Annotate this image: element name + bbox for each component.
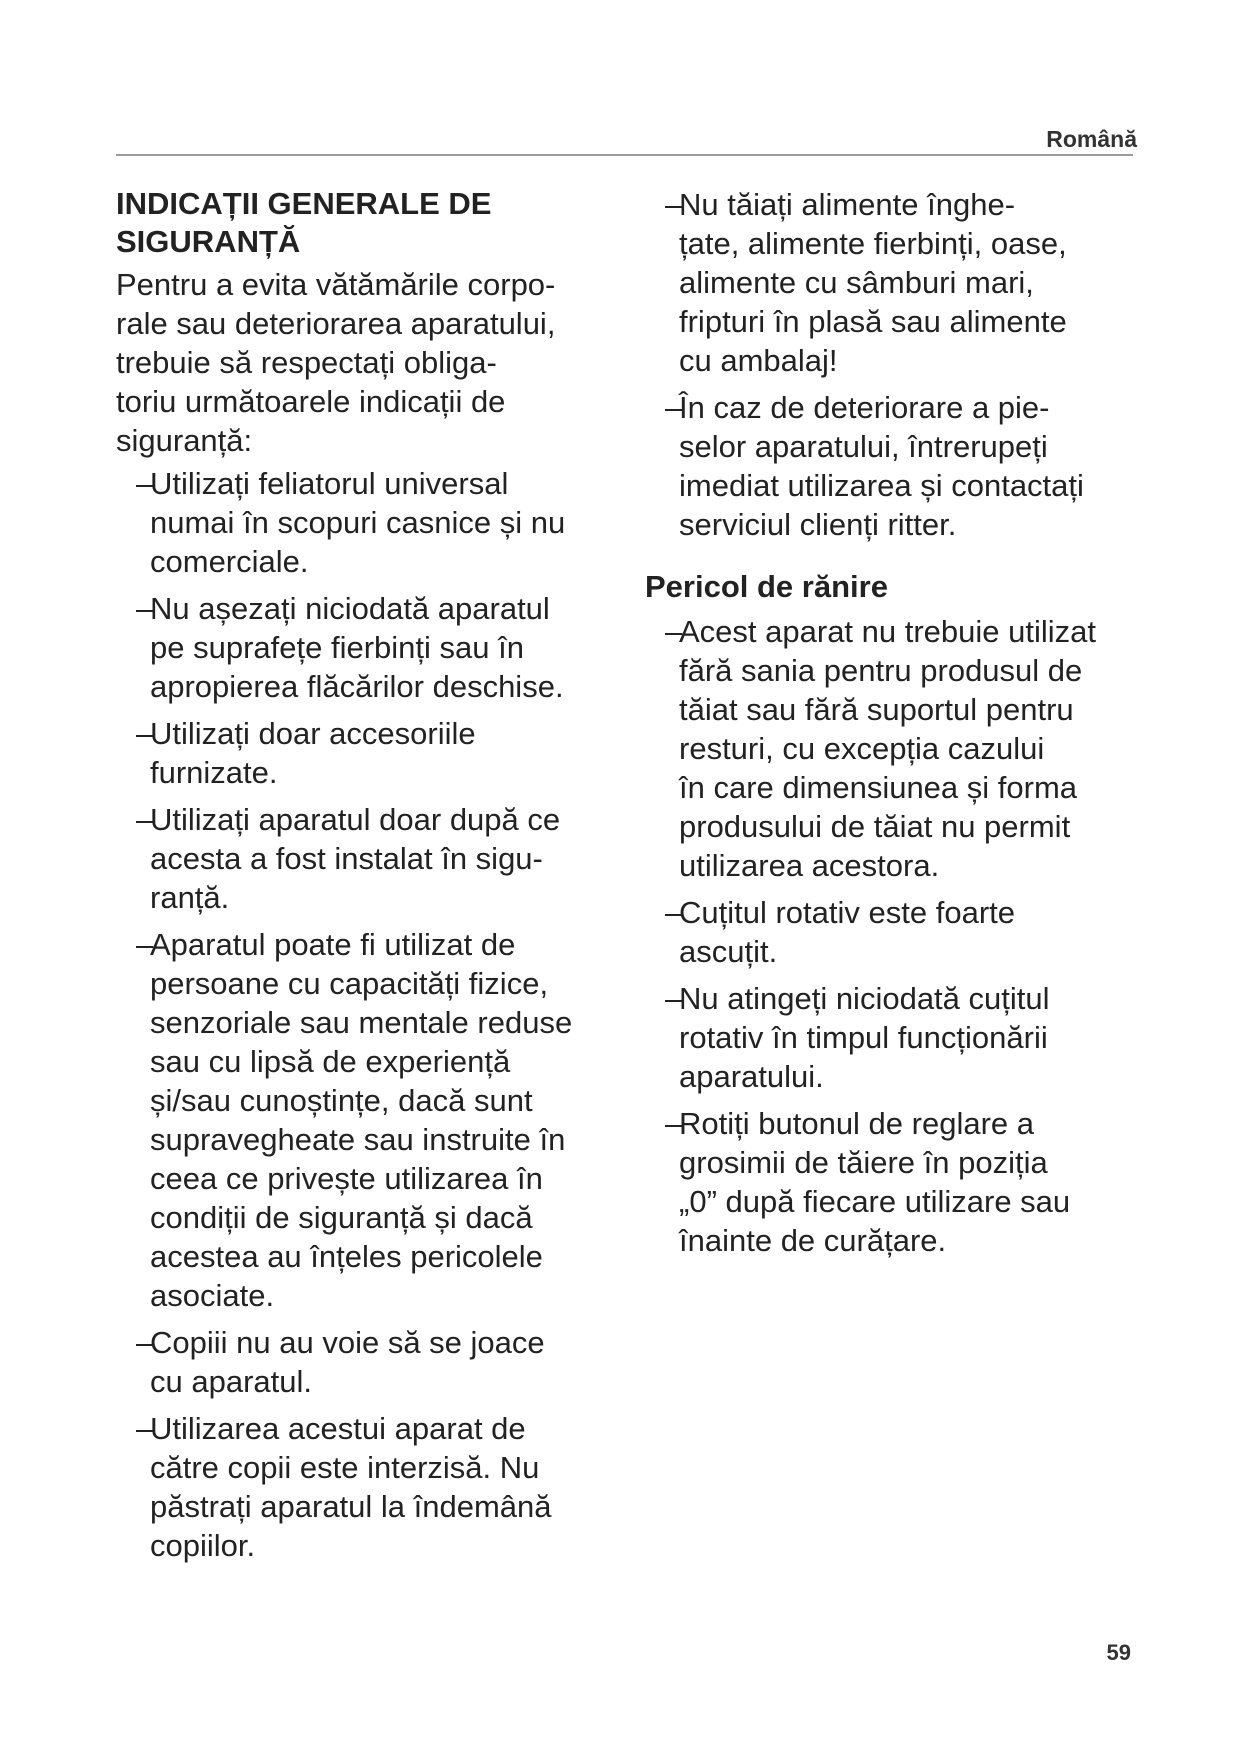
list-item: – Utilizați feliatorul universal numai în scopuri casnice și nu comerciale. [138,464,636,581]
safety-list-general [116,464,636,1565]
list-item: – Utilizați doar accesoriile furnizate. [138,714,636,792]
header-divider [116,154,1133,156]
list-item: – Nu tăiați alimente înghe- țate, alimente fierbinți, oase, alimente cu sâmburi mari, fripturi în plasă sau alimente cu ambalaj! [667,185,1165,380]
right-column [645,185,1165,1268]
safety-list-injury [645,612,1165,1260]
page-number: 59 [1106,1640,1131,1665]
list-item: – Nu așezați niciodată aparatul pe suprafețe fierbinți sau în apropierea flăcărilor deschise. [138,589,636,706]
list-item: – Copiii nu au voie să se joace cu aparatul. [138,1323,636,1401]
section-title: INDICAȚII GENERALE DE SIGURANȚĂ [116,186,492,259]
list-item: – În caz de deteriorare a pie- selor aparatului, întrerupeți imediat utilizarea și contactați serviciul clienți ritter. [667,388,1165,544]
safety-list-continued [645,185,1165,544]
intro-paragraph: Pentru a evita vătămările corpo- rale sau deteriorarea aparatului, trebuie să respectați obliga- toriu următoarele indicații de siguranță: [116,267,556,458]
language-label: Română [1046,126,1137,152]
list-item: – Cuțitul rotativ este foarte ascuțit. [667,893,1165,971]
left-column [116,185,636,1573]
list-item: – Utilizarea acestui aparat de către copii este interzisă. Nu păstrați aparatul la îndemână copiilor. [138,1409,636,1565]
list-item: – Rotiți butonul de reglare a grosimii de tăiere în poziția „0” după fiecare utilizare sau înainte de curățare. [667,1104,1165,1260]
list-item: – Utilizați aparatul doar după ce acesta a fost instalat în sigu- ranță. [138,800,636,917]
list-item: – Aparatul poate fi utilizat de persoane cu capacități fizice, senzoriale sau mentale reduse sau cu lipsă de experiență și/sau cunoștințe, dacă sunt supravegheate sau instruite în ceea ce privește utilizarea în condiții de siguranță și dacă acestea au înțeles pericolele asociate. [138,925,636,1315]
list-item: – Acest aparat nu trebuie utilizat fără sania pentru produsul de tăiat sau fără suportul pentru resturi, cu excepția cazului în care dimensiunea și forma produsului de tăiat nu permit utilizarea acestora. [667,612,1165,885]
list-item: – Nu atingeți niciodată cuțitul rotativ în timpul funcționării aparatului. [667,979,1165,1096]
subheading-injury-hazard: Pericol de rănire [645,569,888,604]
